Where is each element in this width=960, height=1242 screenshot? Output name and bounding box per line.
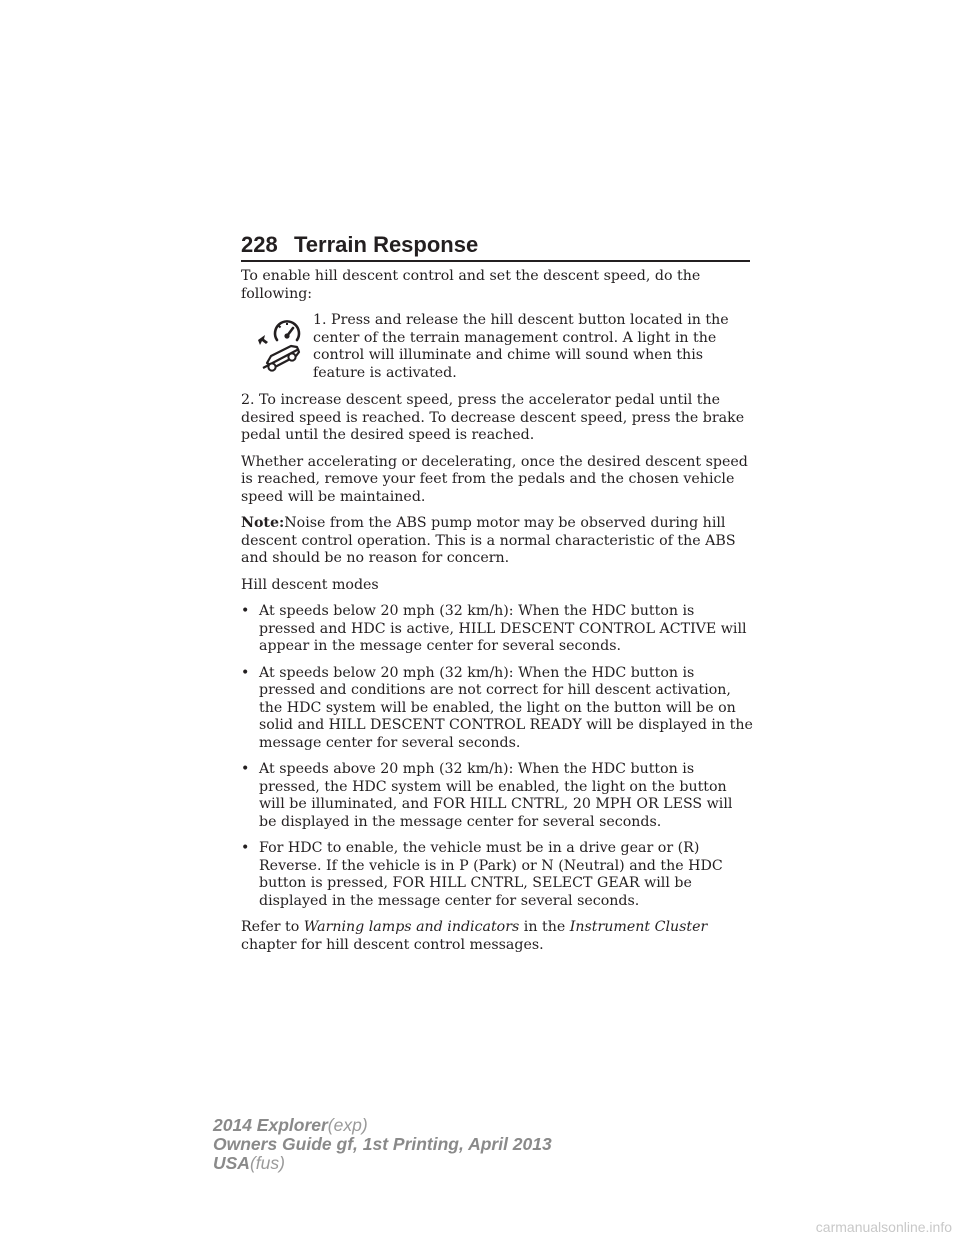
- step-1-text: 1. Press and release the hill descent button located in the center of the terrain management control. A light in the control will illuminate and chime will sound when this feature is activated.: [313, 312, 729, 381]
- maintain-paragraph: Whether accelerating or decelerating, once the desired descent speed is reached, remove your feet from the pedals and the chosen vehicle speed will be maintained.: [241, 453, 748, 505]
- list-item: [241, 603, 753, 656]
- refer-suffix: chapter for hill descent control messages.: [241, 936, 544, 953]
- page-number: 228: [241, 232, 278, 257]
- list-item-text: At speeds below 20 mph (32 km/h): When the HDC button is pressed and conditions are not correct for hill descent activation, the HDC system will be enabled, the light on the button will be on solid and HILL DESCENT CONTROL READY will be displayed in the message center for several seconds.: [259, 664, 753, 751]
- list-item-text: For HDC to enable, the vehicle must be in a drive gear or (R) Reverse. If the vehicle is in P (Park) or N (Neutral) and the HDC button is pressed, FOR HILL CNTRL, SELECT GEAR will be displayed in the message center for several seconds.: [259, 840, 723, 909]
- footer-line-3: [213, 1154, 552, 1173]
- step-1: [241, 312, 753, 384]
- warning-lamps-reference: Warning lamps and indicators: [303, 919, 520, 935]
- footer-market-code: (fus): [249, 1153, 285, 1173]
- refer-paragraph: [241, 919, 753, 954]
- bullet-glyph: •: [241, 761, 250, 777]
- footer-line-2: Owners Guide gf, 1st Printing, April 2013: [213, 1134, 552, 1154]
- footer-market: USA: [213, 1153, 250, 1173]
- modes-list: [241, 603, 753, 910]
- list-item: [241, 665, 753, 753]
- modes-heading: Hill descent modes: [241, 576, 379, 593]
- bullet-glyph: •: [241, 840, 250, 856]
- watermark: carmanualsonline.info: [815, 1219, 952, 1235]
- page-body: [241, 268, 753, 963]
- bullet-glyph: •: [241, 603, 250, 619]
- intro-paragraph: To enable hill descent control and set the descent speed, do the following:: [241, 268, 701, 302]
- footer-line-1: [213, 1116, 552, 1135]
- list-item-text: At speeds above 20 mph (32 km/h): When the HDC button is pressed, the HDC system will be enabled, the light on the button will be illuminated, and FOR HILL CNTRL, 20 MPH OR LESS will be displayed in the message center for several seconds.: [259, 761, 733, 830]
- footer-model: 2014 Explorer: [213, 1115, 328, 1135]
- list-item: [241, 761, 753, 831]
- refer-prefix: Refer to: [241, 919, 304, 935]
- instrument-cluster-reference: Instrument Cluster: [569, 919, 708, 935]
- hill-descent-icon: [255, 316, 305, 376]
- list-item: [241, 840, 753, 910]
- step-2-paragraph: 2. To increase descent speed, press the accelerator pedal until the desired speed is reached. To decrease descent speed, press the brake pedal until the desired speed is reached.: [241, 392, 745, 443]
- page-footer: [213, 1116, 552, 1173]
- footer-model-code: (exp): [327, 1115, 368, 1135]
- header-rule: [241, 260, 750, 262]
- bullet-glyph: •: [241, 664, 250, 681]
- chapter-title: Terrain Response: [294, 232, 479, 257]
- page-header: [241, 226, 750, 262]
- note-label: Note:: [241, 515, 285, 531]
- list-item-text: At speeds below 20 mph (32 km/h): When the HDC button is pressed and HDC is active, HILL DESCENT CONTROL ACTIVE will appear in the message center for several seconds.: [259, 603, 747, 654]
- refer-middle: in the: [519, 919, 570, 935]
- note-paragraph: [241, 515, 753, 568]
- note-text: Noise from the ABS pump motor may be observed during hill descent control operation. This is a normal characteristic of the ABS and should be no reason for concern.: [241, 515, 736, 566]
